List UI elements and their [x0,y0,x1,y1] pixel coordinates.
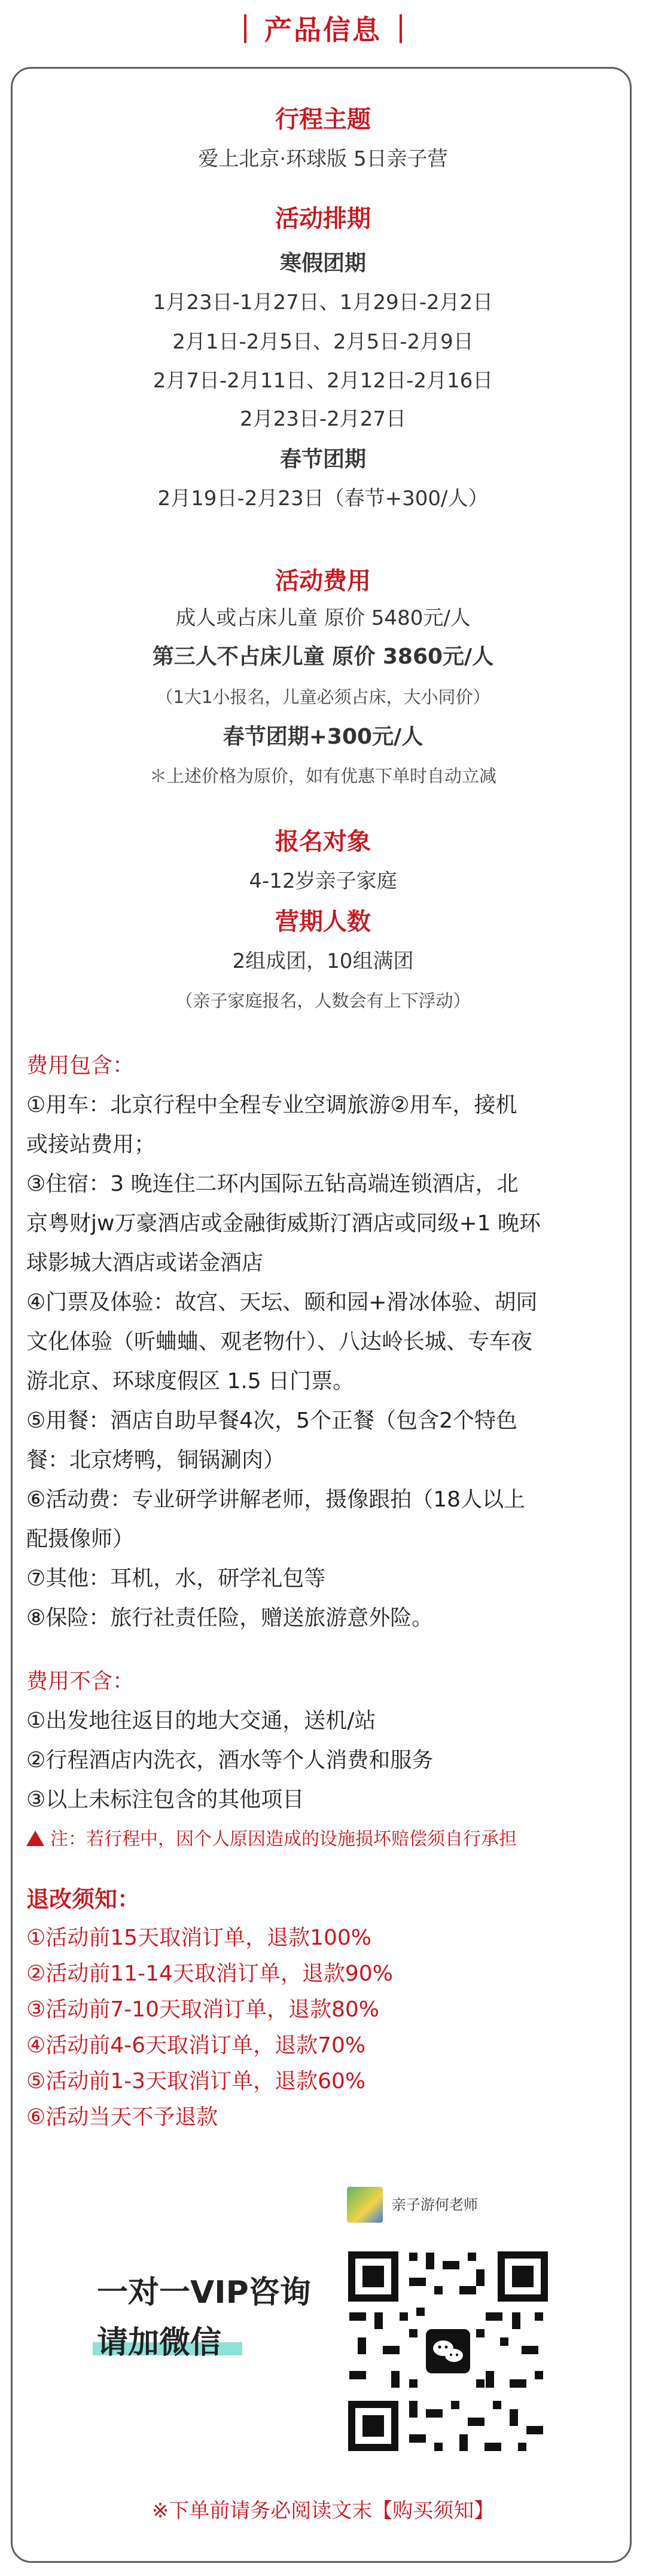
includes-line: ③住宿：3 晚连住二环内国际五钻高端连锁酒店，北 [26,1172,519,1196]
page-title: 产品信息 [264,14,382,46]
includes-line: 或接站费用； [26,1132,156,1157]
includes-line: 文化体验（听蛐蛐、观老物什）、八达岭长城、专车夜 [26,1330,533,1354]
includes-line: ④门票及体验：故宫、天坛、颐和园+滑冰体验、胡同 [26,1290,538,1315]
excludes-line: ②行程酒店内洗衣，酒水等个人消费和服务 [26,1748,434,1773]
spring-label: 春节团期 [279,447,366,472]
fee-line-spring: 春节团期+300元/人 [223,725,423,749]
refund-line: ①活动前15天取消订单，退款100% [26,1926,372,1950]
group-value: 2组成团，10组满团 [232,949,414,973]
winter-date-line: 2月23日-2月27日 [239,407,407,431]
includes-line: 配摄像师） [26,1527,135,1551]
group-note: （亲子家庭报名，人数会有上下浮动） [175,991,471,1011]
fee-line-note: （1大1小报名，儿童必须占床，大小同价） [156,687,490,707]
target-value: 4-12岁亲子家庭 [249,869,397,893]
add-wechat-text: 请加微信 [97,2325,222,2361]
includes-line: ⑥活动费：专业研学讲解老师，摄像跟拍（18人以上 [26,1487,526,1512]
spring-dates: 2月19日-2月23日（春节+300/人） [157,487,489,511]
includes-line: 餐：北京烤鸭，铜锅涮肉） [26,1448,285,1472]
header-right-bar [400,14,402,43]
refund-line: ②活动前11-14天取消订单，退款90% [26,1961,393,1986]
wechat-contact-name: 亲子游何老师 [392,2196,478,2213]
refund-line: ⑤活动前1-3天取消订单，退款60% [26,2069,366,2094]
header [0,0,646,60]
excludes-section [26,1662,618,1859]
warning-triangle-icon [26,1831,44,1846]
winter-label: 寒假团期 [279,251,366,276]
vip-consult-text: 一对一VIP咨询 [97,2275,311,2311]
group-heading: 营期人数 [275,908,371,936]
includes-line: 游北京、环球度假区 1.5 日门票。 [26,1369,355,1394]
fee-line-discount: ＊上述价格为原价，如有优惠下单时自动立减 [149,766,496,786]
includes-line: 球影城大酒店或诺金酒店 [26,1251,264,1275]
excludes-warning [26,1820,618,1859]
refund-line: ③活动前7-10天取消订单，退款80% [26,1997,379,2022]
fee-heading: 活动费用 [275,567,371,595]
winter-date-line: 2月7日-2月11日、2月12日-2月16日 [153,369,493,393]
includes-line: 京粤财jw万豪酒店或金融街威斯汀酒店或同级+1 晚环 [26,1211,541,1236]
wechat-avatar [347,2187,383,2223]
winter-date-line: 1月23日-1月27日、1月29日-2月2日 [153,291,493,314]
qr-code-icon [345,2248,551,2455]
schedule-heading: 活动排期 [275,205,371,233]
includes-line: ⑦其他：耳机，水，研学礼包等 [26,1566,326,1591]
excludes-heading: 费用不含： [26,1669,135,1694]
refund-heading: 退改须知： [26,1886,141,1912]
fee-line-adult: 成人或占床儿童 原价 5480元/人 [175,606,471,630]
theme-value: 爱上北京·环球版 5日亲子营 [198,147,448,171]
includes-line: ①用车：北京行程中全程专业空调旅游②用车，接机 [26,1093,517,1117]
refund-section [26,1878,618,2135]
wechat-qr-code[interactable] [345,2248,551,2455]
winter-date-line: 2月1日-2月5日、2月5日-2月9日 [172,330,474,354]
excludes-warning-text: 注：若行程中，因个人原因造成的设施损坏赔偿须自行承担 [50,1829,517,1850]
includes-line: ⑧保险：旅行社责任险，赠送旅游意外险。 [26,1606,434,1630]
footer-note: ※下单前请务必阅读文末【购买须知】 [151,2499,495,2523]
includes-section [26,1046,618,1638]
refund-line: ⑥活动当天不予退款 [26,2105,218,2129]
includes-line: ⑤用餐：酒店自助早餐4次，5个正餐（包含2个特色 [26,1408,517,1433]
fee-line-child: 第三人不占床儿童 原价 3860元/人 [152,644,494,669]
refund-line: ④活动前4-6天取消订单，退款70% [26,2033,366,2058]
theme-heading: 行程主题 [275,106,371,133]
target-heading: 报名对象 [275,828,371,855]
includes-heading: 费用包含： [26,1053,135,1078]
excludes-line: ③以上未标注包含的其他项目 [26,1787,304,1812]
excludes-line: ①出发地往返目的地大交通，送机/站 [26,1709,376,1733]
